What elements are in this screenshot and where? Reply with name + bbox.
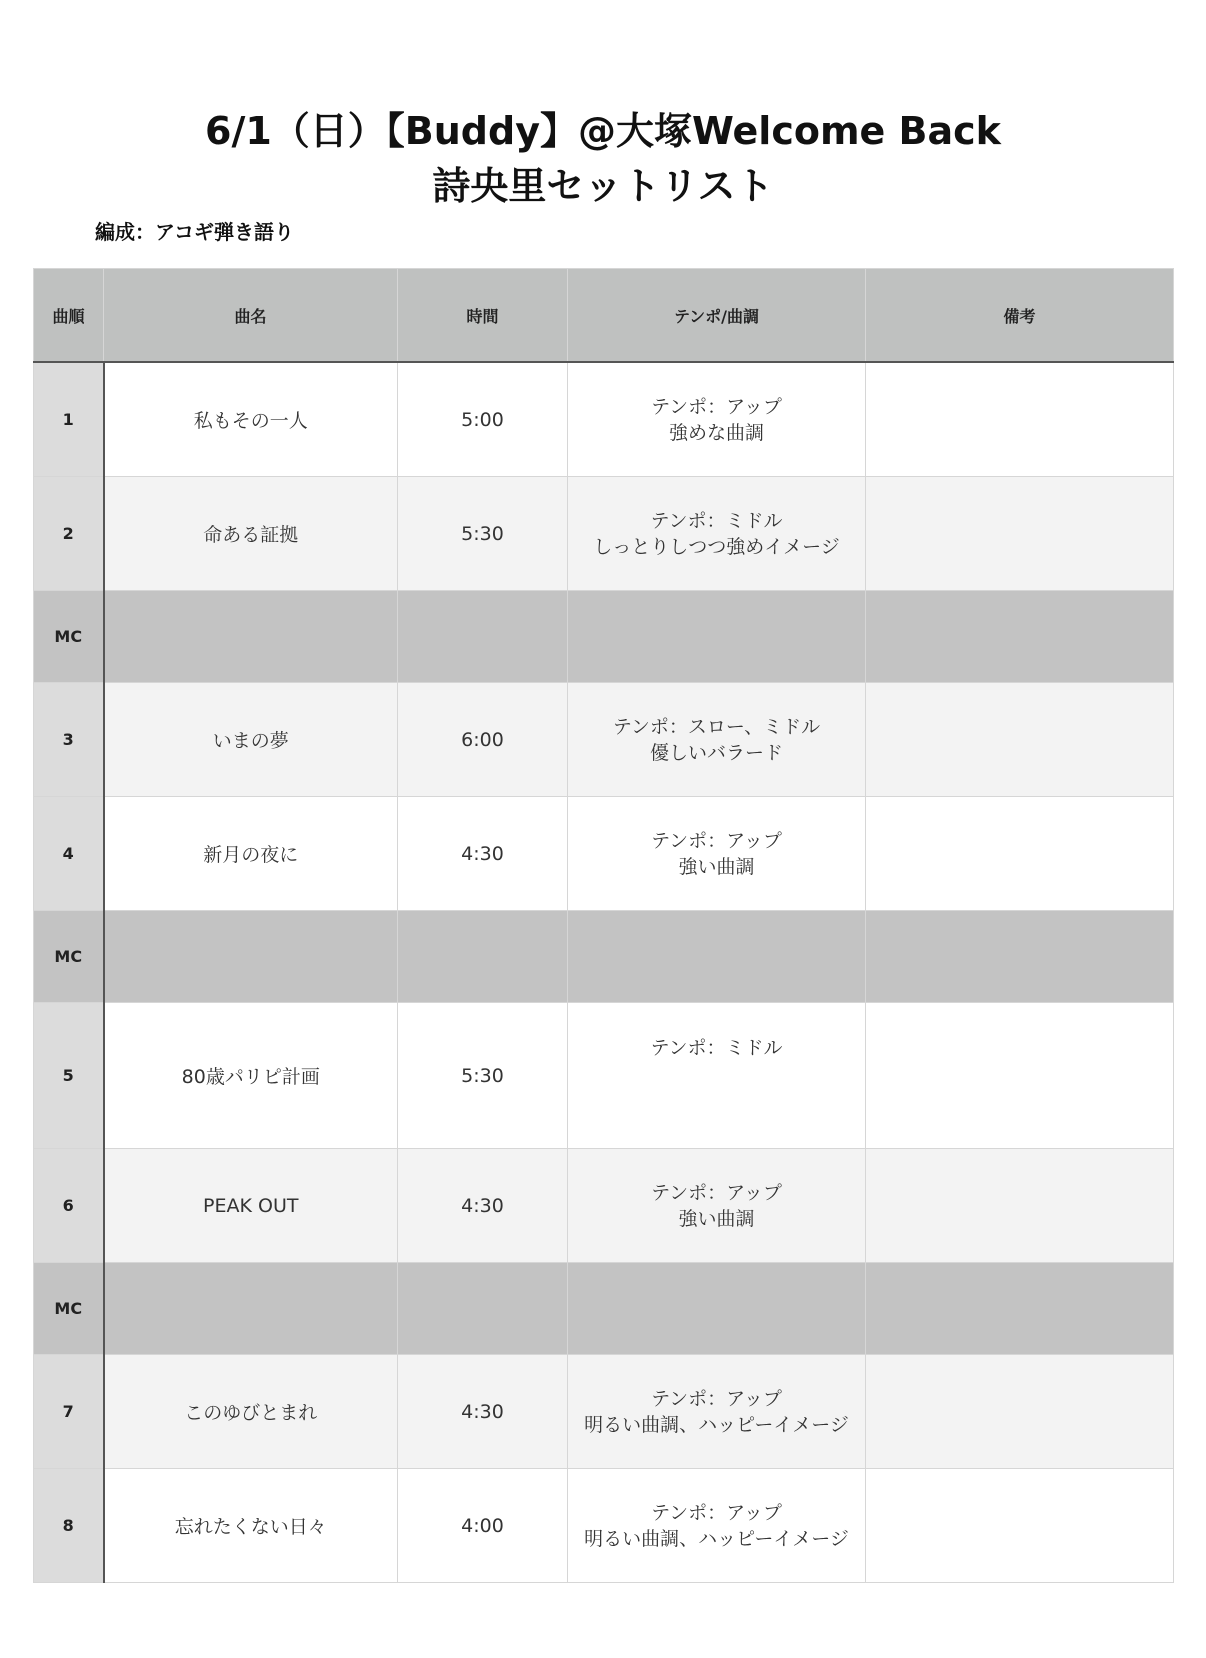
table-row (34, 683, 1174, 797)
row-notes (866, 591, 1174, 683)
row-time (398, 1263, 568, 1355)
formation-label: 編成：アコギ弾き語り (95, 220, 294, 244)
row-notes (866, 1263, 1174, 1355)
tempo-line: テンポ：ミドル (650, 509, 783, 532)
mood-line: 強い曲調 (678, 1207, 755, 1230)
row-song (104, 1263, 398, 1355)
table-header-row (34, 269, 1174, 363)
row-order: 7 (34, 1355, 104, 1469)
row-order: MC (34, 911, 104, 1003)
row-order: 5 (34, 1003, 104, 1149)
setlist-table (33, 268, 1174, 1583)
row-tempo (568, 1149, 866, 1263)
row-order: MC (34, 591, 104, 683)
row-notes (866, 911, 1174, 1003)
mood-line: 明るい曲調、ハッピーイメージ (584, 1413, 849, 1436)
row-song: 忘れたくない日々 (104, 1469, 398, 1583)
row-notes (866, 1355, 1174, 1469)
tempo-line: テンポ：アップ (651, 395, 782, 418)
row-notes (866, 797, 1174, 911)
header-order: 曲順 (34, 269, 104, 363)
row-song: このゆびとまれ (104, 1355, 398, 1469)
mc-row (34, 591, 1174, 683)
tempo-line: テンポ：アップ (651, 829, 782, 852)
row-notes (866, 1469, 1174, 1583)
row-time: 4:30 (398, 797, 568, 911)
row-song: PEAK OUT (104, 1149, 398, 1263)
row-notes (866, 362, 1174, 477)
row-time: 5:00 (398, 362, 568, 477)
table-row (34, 1149, 1174, 1263)
row-tempo (568, 477, 866, 591)
page-subtitle: 詩央里セットリスト (432, 164, 774, 208)
table-row (34, 797, 1174, 911)
table-row (34, 362, 1174, 477)
row-order: MC (34, 1263, 104, 1355)
row-time: 6:00 (398, 683, 568, 797)
row-order: 8 (34, 1469, 104, 1583)
row-song (104, 911, 398, 1003)
table-row (34, 1003, 1174, 1149)
row-tempo (568, 1469, 866, 1583)
row-notes (866, 477, 1174, 591)
row-tempo (568, 1263, 866, 1355)
row-order: 3 (34, 683, 104, 797)
row-song: 80歳パリピ計画 (104, 1003, 398, 1149)
tempo-line: テンポ：スロー、ミドル (612, 715, 821, 738)
row-time: 5:30 (398, 477, 568, 591)
mood-line: 明るい曲調、ハッピーイメージ (584, 1527, 849, 1550)
row-order: 2 (34, 477, 104, 591)
row-order: 4 (34, 797, 104, 911)
tempo-line: テンポ：アップ (651, 1501, 782, 1524)
row-tempo (568, 683, 866, 797)
row-notes (866, 1003, 1174, 1149)
mood-line: しっとりしつつ強めイメージ (593, 535, 840, 558)
mood-line: 強めな曲調 (668, 421, 764, 444)
header-notes: 備考 (866, 269, 1174, 363)
row-song: 命ある証拠 (104, 477, 398, 591)
header-song: 曲名 (104, 269, 398, 363)
mc-row (34, 911, 1174, 1003)
row-order: 6 (34, 1149, 104, 1263)
table-row (34, 477, 1174, 591)
row-time: 4:00 (398, 1469, 568, 1583)
row-time: 5:30 (398, 1003, 568, 1149)
row-tempo (568, 797, 866, 911)
tempo-line: テンポ：ミドル (650, 1037, 783, 1059)
row-tempo (568, 1355, 866, 1469)
row-tempo (568, 591, 866, 683)
row-song (104, 591, 398, 683)
page-title: 6/1（日）【Buddy】@大塚Welcome Back (205, 109, 1001, 153)
row-song: 私もその一人 (104, 362, 398, 477)
table-row (34, 1355, 1174, 1469)
row-song: いまの夢 (104, 683, 398, 797)
header-time: 時間 (398, 269, 568, 363)
table-row (34, 1469, 1174, 1583)
mood-line: 優しいバラード (649, 741, 783, 764)
row-time (398, 911, 568, 1003)
tempo-line: テンポ：アップ (651, 1181, 782, 1204)
header-tempo: テンポ/曲調 (568, 269, 866, 363)
row-time: 4:30 (398, 1355, 568, 1469)
row-time: 4:30 (398, 1149, 568, 1263)
row-time (398, 591, 568, 683)
row-tempo (568, 1003, 866, 1149)
row-order: 1 (34, 362, 104, 477)
row-notes (866, 683, 1174, 797)
row-notes (866, 1149, 1174, 1263)
row-song: 新月の夜に (104, 797, 398, 911)
row-tempo (568, 362, 866, 477)
row-tempo (568, 911, 866, 1003)
mood-line: 強い曲調 (678, 855, 755, 878)
tempo-line: テンポ：アップ (651, 1387, 782, 1410)
mc-row (34, 1263, 1174, 1355)
